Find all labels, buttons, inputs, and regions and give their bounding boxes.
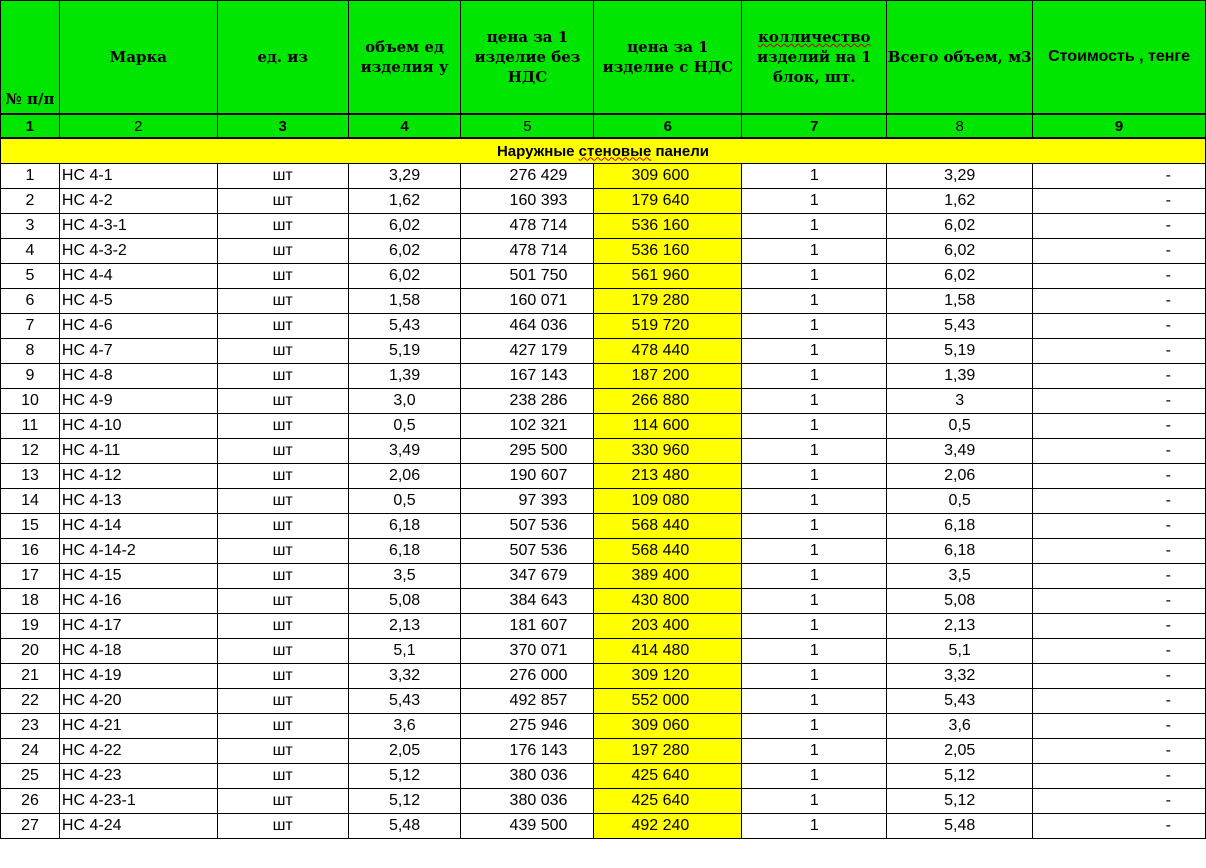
row-unit: шт — [217, 539, 348, 564]
row-unit-volume: 5,48 — [348, 814, 461, 839]
row-number: 13 — [1, 464, 60, 489]
row-price-vat: 389 400 — [594, 564, 742, 589]
row-number: 4 — [1, 239, 60, 264]
table-row — [1, 564, 1206, 589]
row-price-vat: 425 640 — [594, 789, 742, 814]
row-number: 26 — [1, 789, 60, 814]
row-price-no-vat: 97 393 — [461, 489, 594, 514]
row-quantity: 1 — [742, 214, 887, 239]
row-cost: - — [1033, 364, 1206, 389]
row-price-no-vat: 276 000 — [461, 664, 594, 689]
row-price-vat: 197 280 — [594, 739, 742, 764]
row-total-volume: 0,5 — [887, 414, 1033, 439]
row-unit: шт — [217, 764, 348, 789]
row-unit-volume: 3,32 — [348, 664, 461, 689]
row-cost: - — [1033, 614, 1206, 639]
row-quantity: 1 — [742, 414, 887, 439]
row-cost: - — [1033, 214, 1206, 239]
row-price-no-vat: 347 679 — [461, 564, 594, 589]
row-unit: шт — [217, 589, 348, 614]
row-price-vat: 309 060 — [594, 714, 742, 739]
row-price-no-vat: 190 607 — [461, 464, 594, 489]
row-mark: НС 4-21 — [59, 714, 217, 739]
row-quantity: 1 — [742, 389, 887, 414]
row-price-vat: 109 080 — [594, 489, 742, 514]
header-price-vat: цена за 1 изделие с НДС — [594, 1, 742, 115]
row-number: 5 — [1, 264, 60, 289]
table-row — [1, 689, 1206, 714]
row-number: 15 — [1, 514, 60, 539]
row-unit-volume: 5,43 — [348, 314, 461, 339]
row-number: 24 — [1, 739, 60, 764]
row-quantity: 1 — [742, 464, 887, 489]
row-unit-volume: 5,12 — [348, 789, 461, 814]
row-price-vat: 425 640 — [594, 764, 742, 789]
row-unit: шт — [217, 614, 348, 639]
row-total-volume: 3,29 — [887, 164, 1033, 189]
header-quantity: колличество изделий на 1 блок, шт. — [742, 1, 887, 115]
row-cost: - — [1033, 389, 1206, 414]
row-number: 1 — [1, 164, 60, 189]
row-unit-volume: 3,0 — [348, 389, 461, 414]
row-number: 6 — [1, 289, 60, 314]
row-total-volume: 1,62 — [887, 189, 1033, 214]
colnum-4: 4 — [348, 114, 461, 138]
row-number: 2 — [1, 189, 60, 214]
row-unit: шт — [217, 414, 348, 439]
row-cost: - — [1033, 739, 1206, 764]
row-price-vat: 203 400 — [594, 614, 742, 639]
row-number: 27 — [1, 814, 60, 839]
row-price-no-vat: 478 714 — [461, 214, 594, 239]
row-unit-volume: 2,13 — [348, 614, 461, 639]
row-cost: - — [1033, 539, 1206, 564]
table-row — [1, 214, 1206, 239]
row-total-volume: 0,5 — [887, 489, 1033, 514]
colnum-8: 8 — [887, 114, 1033, 138]
row-mark: НС 4-13 — [59, 489, 217, 514]
row-number: 9 — [1, 364, 60, 389]
table-row — [1, 614, 1206, 639]
row-total-volume: 5,1 — [887, 639, 1033, 664]
header-unit: ед. из — [217, 1, 348, 115]
row-mark: НС 4-10 — [59, 414, 217, 439]
row-price-vat: 309 120 — [594, 664, 742, 689]
row-price-vat: 114 600 — [594, 414, 742, 439]
row-price-vat: 478 440 — [594, 339, 742, 364]
row-unit-volume: 5,43 — [348, 689, 461, 714]
header-number: № п/п — [1, 1, 60, 115]
row-total-volume: 2,05 — [887, 739, 1033, 764]
row-unit: шт — [217, 564, 348, 589]
row-quantity: 1 — [742, 264, 887, 289]
row-unit-volume: 5,19 — [348, 339, 461, 364]
row-cost: - — [1033, 414, 1206, 439]
row-number: 8 — [1, 339, 60, 364]
row-total-volume: 5,12 — [887, 764, 1033, 789]
row-number: 21 — [1, 664, 60, 689]
row-total-volume: 5,12 — [887, 789, 1033, 814]
row-total-volume: 6,18 — [887, 539, 1033, 564]
row-mark: НС 4-19 — [59, 664, 217, 689]
table-row — [1, 339, 1206, 364]
table-row — [1, 439, 1206, 464]
row-unit-volume: 1,58 — [348, 289, 461, 314]
row-quantity: 1 — [742, 164, 887, 189]
row-cost: - — [1033, 514, 1206, 539]
row-mark: НС 4-24 — [59, 814, 217, 839]
row-mark: НС 4-23-1 — [59, 789, 217, 814]
row-price-no-vat: 380 036 — [461, 764, 594, 789]
row-price-vat: 561 960 — [594, 264, 742, 289]
row-mark: НС 4-12 — [59, 464, 217, 489]
row-quantity: 1 — [742, 514, 887, 539]
row-price-vat: 266 880 — [594, 389, 742, 414]
row-number: 14 — [1, 489, 60, 514]
row-quantity: 1 — [742, 289, 887, 314]
row-cost: - — [1033, 564, 1206, 589]
row-unit-volume: 0,5 — [348, 489, 461, 514]
row-quantity: 1 — [742, 339, 887, 364]
table-row — [1, 264, 1206, 289]
row-unit: шт — [217, 239, 348, 264]
table-row — [1, 514, 1206, 539]
table-row — [1, 189, 1206, 214]
row-mark: НС 4-18 — [59, 639, 217, 664]
row-cost: - — [1033, 289, 1206, 314]
row-unit: шт — [217, 189, 348, 214]
header-cost: Стоимость , тенге — [1033, 1, 1206, 115]
row-unit: шт — [217, 689, 348, 714]
row-quantity: 1 — [742, 314, 887, 339]
row-price-no-vat: 276 429 — [461, 164, 594, 189]
row-quantity: 1 — [742, 664, 887, 689]
row-unit: шт — [217, 289, 348, 314]
row-unit: шт — [217, 364, 348, 389]
table-row — [1, 464, 1206, 489]
row-mark: НС 4-16 — [59, 589, 217, 614]
row-cost: - — [1033, 439, 1206, 464]
row-mark: НС 4-15 — [59, 564, 217, 589]
row-unit: шт — [217, 639, 348, 664]
row-price-no-vat: 384 643 — [461, 589, 594, 614]
row-price-vat: 536 160 — [594, 239, 742, 264]
row-total-volume: 5,08 — [887, 589, 1033, 614]
table-row — [1, 539, 1206, 564]
row-mark: НС 4-14-2 — [59, 539, 217, 564]
table-row — [1, 364, 1206, 389]
row-unit-volume: 3,29 — [348, 164, 461, 189]
row-total-volume: 5,19 — [887, 339, 1033, 364]
row-total-volume: 6,18 — [887, 514, 1033, 539]
row-price-no-vat: 492 857 — [461, 689, 594, 714]
colnum-6: 6 — [594, 114, 742, 138]
row-price-no-vat: 478 714 — [461, 239, 594, 264]
row-unit: шт — [217, 489, 348, 514]
row-quantity: 1 — [742, 189, 887, 214]
row-mark: НС 4-9 — [59, 389, 217, 414]
header-mark: Марка — [59, 1, 217, 115]
row-cost: - — [1033, 664, 1206, 689]
row-total-volume: 2,06 — [887, 464, 1033, 489]
row-unit-volume: 3,49 — [348, 439, 461, 464]
row-unit-volume: 1,39 — [348, 364, 461, 389]
row-unit-volume: 6,02 — [348, 239, 461, 264]
row-price-vat: 536 160 — [594, 214, 742, 239]
row-quantity: 1 — [742, 764, 887, 789]
table-row — [1, 289, 1206, 314]
table-row — [1, 239, 1206, 264]
row-unit-volume: 2,06 — [348, 464, 461, 489]
row-total-volume: 2,13 — [887, 614, 1033, 639]
row-cost: - — [1033, 239, 1206, 264]
row-price-no-vat: 275 946 — [461, 714, 594, 739]
row-quantity: 1 — [742, 489, 887, 514]
row-cost: - — [1033, 339, 1206, 364]
row-mark: НС 4-4 — [59, 264, 217, 289]
row-number: 10 — [1, 389, 60, 414]
row-total-volume: 3,32 — [887, 664, 1033, 689]
row-unit-volume: 5,1 — [348, 639, 461, 664]
row-price-vat: 519 720 — [594, 314, 742, 339]
row-cost: - — [1033, 764, 1206, 789]
row-number: 19 — [1, 614, 60, 639]
row-cost: - — [1033, 264, 1206, 289]
row-number: 20 — [1, 639, 60, 664]
row-mark: НС 4-3-1 — [59, 214, 217, 239]
section-title: Наружные стеновые панели — [1, 138, 1206, 164]
row-unit-volume: 6,18 — [348, 539, 461, 564]
table-row — [1, 589, 1206, 614]
row-price-no-vat: 181 607 — [461, 614, 594, 639]
row-price-vat: 330 960 — [594, 439, 742, 464]
row-cost: - — [1033, 639, 1206, 664]
row-unit: шт — [217, 814, 348, 839]
row-cost: - — [1033, 714, 1206, 739]
colnum-2: 2 — [59, 114, 217, 138]
row-price-vat: 179 640 — [594, 189, 742, 214]
row-number: 25 — [1, 764, 60, 789]
row-mark: НС 4-5 — [59, 289, 217, 314]
row-price-no-vat: 238 286 — [461, 389, 594, 414]
column-number-row — [1, 114, 1206, 138]
row-unit-volume: 0,5 — [348, 414, 461, 439]
row-price-no-vat: 439 500 — [461, 814, 594, 839]
row-price-vat: 568 440 — [594, 514, 742, 539]
row-unit-volume: 2,05 — [348, 739, 461, 764]
row-unit-volume: 6,02 — [348, 214, 461, 239]
row-quantity: 1 — [742, 639, 887, 664]
row-price-no-vat: 427 179 — [461, 339, 594, 364]
row-unit-volume: 3,5 — [348, 564, 461, 589]
row-unit: шт — [217, 789, 348, 814]
row-price-vat: 492 240 — [594, 814, 742, 839]
row-number: 23 — [1, 714, 60, 739]
row-unit: шт — [217, 264, 348, 289]
row-price-no-vat: 160 393 — [461, 189, 594, 214]
table-row — [1, 739, 1206, 764]
row-total-volume: 5,43 — [887, 314, 1033, 339]
row-price-vat: 552 000 — [594, 689, 742, 714]
row-total-volume: 6,02 — [887, 264, 1033, 289]
row-unit: шт — [217, 439, 348, 464]
header-price-no-vat: цена за 1 изделие без НДС — [461, 1, 594, 115]
row-number: 12 — [1, 439, 60, 464]
row-quantity: 1 — [742, 789, 887, 814]
row-mark: НС 4-2 — [59, 189, 217, 214]
row-quantity: 1 — [742, 439, 887, 464]
row-price-vat: 414 480 — [594, 639, 742, 664]
row-mark: НС 4-14 — [59, 514, 217, 539]
header-row — [1, 1, 1206, 115]
row-mark: НС 4-22 — [59, 739, 217, 764]
row-cost: - — [1033, 464, 1206, 489]
row-unit: шт — [217, 714, 348, 739]
row-price-no-vat: 380 036 — [461, 789, 594, 814]
row-price-no-vat: 295 500 — [461, 439, 594, 464]
row-price-no-vat: 507 536 — [461, 514, 594, 539]
row-price-vat: 179 280 — [594, 289, 742, 314]
row-quantity: 1 — [742, 814, 887, 839]
colnum-9: 9 — [1033, 114, 1206, 138]
row-unit: шт — [217, 214, 348, 239]
table-row — [1, 389, 1206, 414]
row-price-vat: 309 600 — [594, 164, 742, 189]
row-unit-volume: 3,6 — [348, 714, 461, 739]
row-mark: НС 4-8 — [59, 364, 217, 389]
row-unit: шт — [217, 664, 348, 689]
row-quantity: 1 — [742, 364, 887, 389]
row-unit-volume: 5,08 — [348, 589, 461, 614]
row-number: 11 — [1, 414, 60, 439]
row-price-no-vat: 501 750 — [461, 264, 594, 289]
row-mark: НС 4-20 — [59, 689, 217, 714]
table-row — [1, 664, 1206, 689]
table-row — [1, 764, 1206, 789]
row-price-vat: 568 440 — [594, 539, 742, 564]
colnum-1: 1 — [1, 114, 60, 138]
row-price-vat: 187 200 — [594, 364, 742, 389]
row-mark: НС 4-17 — [59, 614, 217, 639]
row-mark: НС 4-11 — [59, 439, 217, 464]
row-mark: НС 4-3-2 — [59, 239, 217, 264]
row-total-volume: 5,43 — [887, 689, 1033, 714]
table-row — [1, 314, 1206, 339]
header-unit-volume: объем ед изделия у — [348, 1, 461, 115]
section-row — [1, 138, 1206, 164]
table-row — [1, 639, 1206, 664]
row-unit: шт — [217, 164, 348, 189]
row-total-volume: 1,58 — [887, 289, 1033, 314]
row-mark: НС 4-6 — [59, 314, 217, 339]
table-row — [1, 814, 1206, 839]
table-row — [1, 789, 1206, 814]
row-total-volume: 6,02 — [887, 214, 1033, 239]
row-number: 3 — [1, 214, 60, 239]
row-price-no-vat: 176 143 — [461, 739, 594, 764]
row-quantity: 1 — [742, 714, 887, 739]
row-price-vat: 213 480 — [594, 464, 742, 489]
row-quantity: 1 — [742, 614, 887, 639]
row-price-no-vat: 160 071 — [461, 289, 594, 314]
table-row — [1, 489, 1206, 514]
row-price-no-vat: 464 036 — [461, 314, 594, 339]
row-price-no-vat: 370 071 — [461, 639, 594, 664]
row-unit-volume: 6,02 — [348, 264, 461, 289]
row-unit: шт — [217, 339, 348, 364]
row-mark: НС 4-23 — [59, 764, 217, 789]
row-price-no-vat: 167 143 — [461, 364, 594, 389]
row-cost: - — [1033, 814, 1206, 839]
row-cost: - — [1033, 189, 1206, 214]
row-unit: шт — [217, 314, 348, 339]
row-total-volume: 3,49 — [887, 439, 1033, 464]
row-unit-volume: 6,18 — [348, 514, 461, 539]
row-price-vat: 430 800 — [594, 589, 742, 614]
row-number: 16 — [1, 539, 60, 564]
row-total-volume: 6,02 — [887, 239, 1033, 264]
row-unit: шт — [217, 464, 348, 489]
row-cost: - — [1033, 589, 1206, 614]
row-quantity: 1 — [742, 239, 887, 264]
row-mark: НС 4-1 — [59, 164, 217, 189]
row-number: 22 — [1, 689, 60, 714]
row-quantity: 1 — [742, 589, 887, 614]
row-mark: НС 4-7 — [59, 339, 217, 364]
row-unit-volume: 5,12 — [348, 764, 461, 789]
row-total-volume: 3 — [887, 389, 1033, 414]
row-cost: - — [1033, 314, 1206, 339]
row-price-no-vat: 102 321 — [461, 414, 594, 439]
row-number: 7 — [1, 314, 60, 339]
row-total-volume: 3,6 — [887, 714, 1033, 739]
row-cost: - — [1033, 789, 1206, 814]
row-cost: - — [1033, 489, 1206, 514]
table-row — [1, 164, 1206, 189]
row-unit: шт — [217, 389, 348, 414]
row-unit: шт — [217, 514, 348, 539]
row-quantity: 1 — [742, 539, 887, 564]
row-total-volume: 3,5 — [887, 564, 1033, 589]
row-quantity: 1 — [742, 564, 887, 589]
row-total-volume: 5,48 — [887, 814, 1033, 839]
row-unit: шт — [217, 739, 348, 764]
row-quantity: 1 — [742, 689, 887, 714]
row-number: 17 — [1, 564, 60, 589]
header-total-volume: Всего объем, м3 — [887, 1, 1033, 115]
table-row — [1, 414, 1206, 439]
row-cost: - — [1033, 689, 1206, 714]
colnum-7: 7 — [742, 114, 887, 138]
row-unit-volume: 1,62 — [348, 189, 461, 214]
colnum-3: 3 — [217, 114, 348, 138]
row-cost: - — [1033, 164, 1206, 189]
row-total-volume: 1,39 — [887, 364, 1033, 389]
row-quantity: 1 — [742, 739, 887, 764]
row-number: 18 — [1, 589, 60, 614]
colnum-5: 5 — [461, 114, 594, 138]
spellcheck-underline: колличество — [758, 28, 871, 46]
row-price-no-vat: 507 536 — [461, 539, 594, 564]
table-row — [1, 714, 1206, 739]
